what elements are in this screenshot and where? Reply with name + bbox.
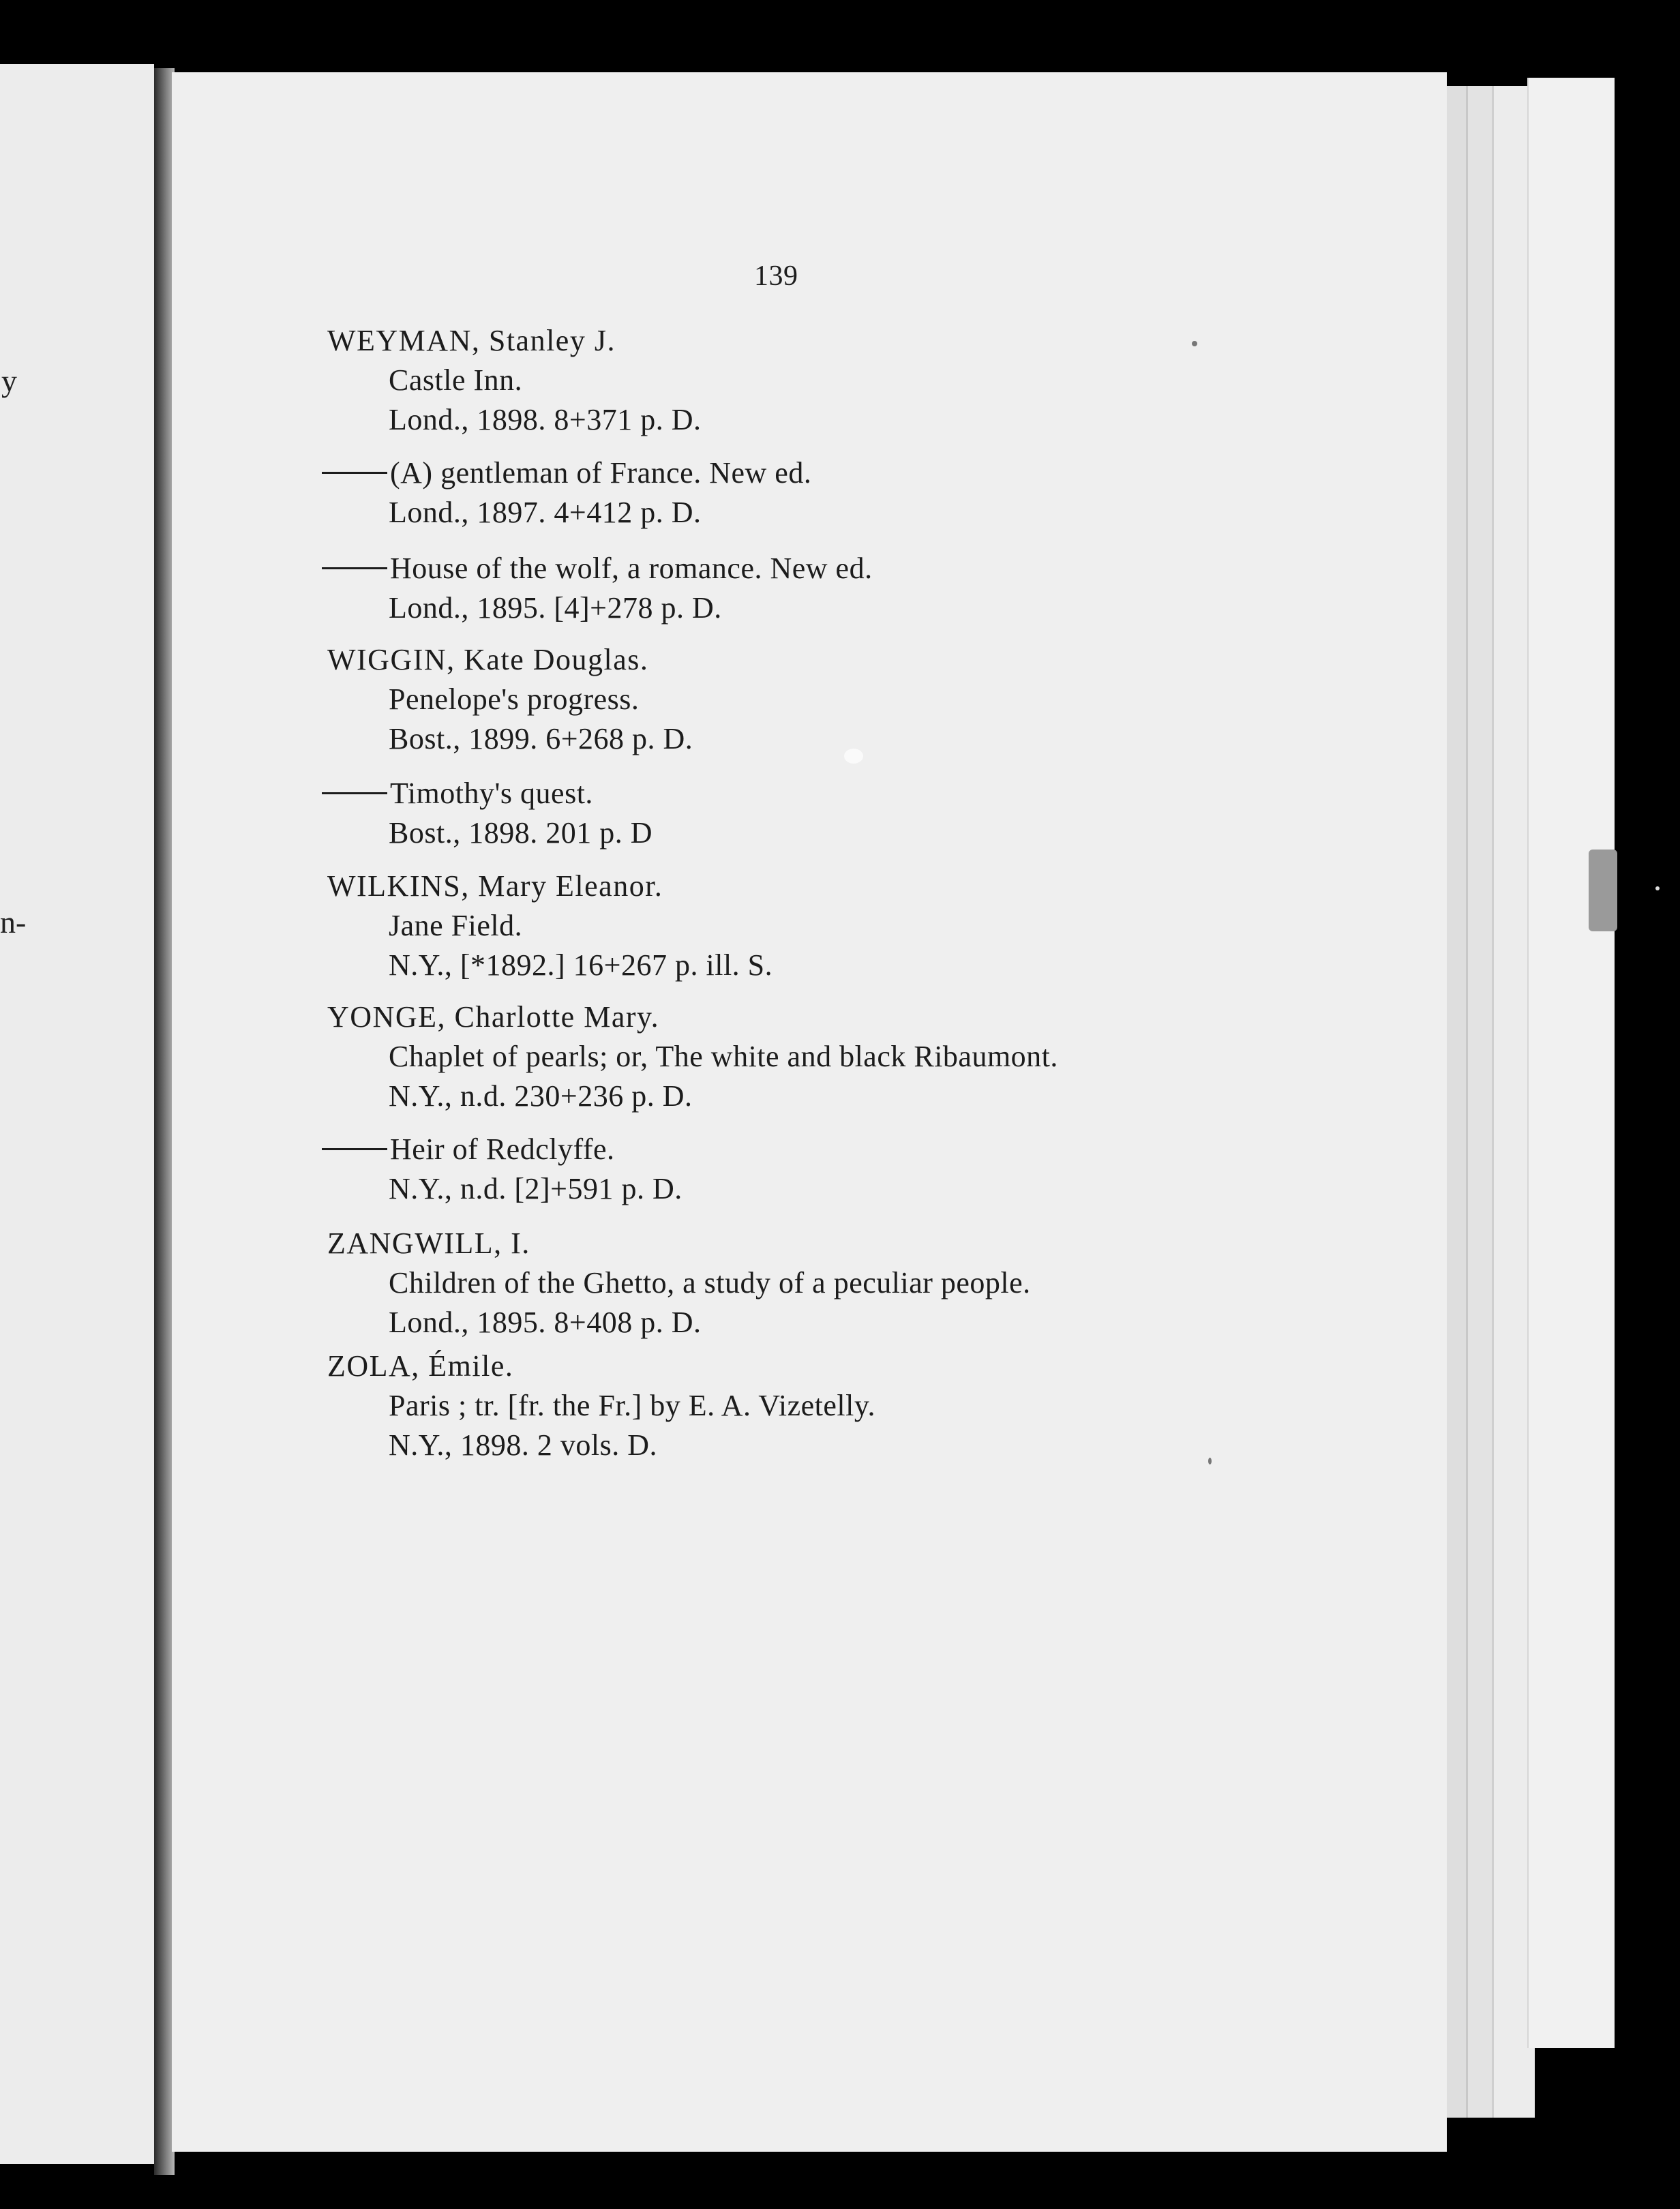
page-edge bbox=[1527, 78, 1615, 2048]
author-heading: WEYMAN, Stanley J. bbox=[327, 324, 616, 357]
work-imprint: N.Y., n.d. [2]+591 p. D. bbox=[389, 1172, 682, 1205]
work-title: Castle Inn. bbox=[389, 363, 523, 397]
work-title: Children of the Ghetto, a study of a peculiar people. bbox=[389, 1266, 1031, 1299]
work-imprint: N.Y., n.d. 230+236 p. D. bbox=[389, 1079, 693, 1113]
work-title-text: House of the wolf, a romance. New ed. bbox=[390, 552, 873, 585]
work-title bbox=[322, 554, 873, 584]
scan-speck bbox=[1655, 886, 1660, 890]
work-imprint: N.Y., 1898. 2 vols. D. bbox=[389, 1428, 658, 1462]
work-imprint: Bost., 1899. 6+268 p. D. bbox=[389, 722, 693, 755]
repeat-author-dash bbox=[322, 472, 387, 474]
work-imprint: N.Y., [*1892.] 16+267 p. ill. S. bbox=[389, 948, 773, 982]
author-heading: ZOLA, Émile. bbox=[327, 1349, 514, 1383]
author-heading: WIGGIN, Kate Douglas. bbox=[327, 643, 649, 676]
work-title-text: Timothy's quest. bbox=[390, 777, 593, 810]
work-title bbox=[322, 1134, 615, 1164]
page-tab-marker bbox=[1589, 850, 1617, 931]
work-title: Jane Field. bbox=[389, 909, 523, 942]
work-imprint: Lond., 1897. 4+412 p. D. bbox=[389, 496, 702, 529]
repeat-author-dash bbox=[322, 567, 387, 569]
repeat-author-dash bbox=[322, 792, 387, 794]
facing-page-fragment: n- bbox=[0, 905, 27, 940]
work-title: Penelope's progress. bbox=[389, 682, 640, 716]
repeat-author-dash bbox=[322, 1148, 387, 1150]
author-heading: ZANGWILL, I. bbox=[327, 1227, 530, 1260]
work-title-text: Heir of Redclyffe. bbox=[390, 1132, 615, 1166]
facing-page bbox=[0, 64, 154, 2164]
book-page bbox=[172, 72, 1447, 2152]
page-number: 139 bbox=[754, 260, 798, 292]
work-title-text: (A) gentleman of France. New ed. bbox=[390, 456, 812, 490]
work-title: Chaplet of pearls; or, The white and black Ribaumont. bbox=[389, 1040, 1058, 1073]
scan-speck bbox=[1192, 341, 1197, 346]
author-heading: WILKINS, Mary Eleanor. bbox=[327, 869, 663, 903]
work-imprint: Lond., 1895. 8+408 p. D. bbox=[389, 1306, 702, 1339]
work-imprint: Bost., 1898. 201 p. D bbox=[389, 816, 652, 850]
work-imprint: Lond., 1898. 8+371 p. D. bbox=[389, 403, 702, 436]
work-title bbox=[322, 458, 811, 488]
author-heading: YONGE, Charlotte Mary. bbox=[327, 1000, 660, 1034]
work-title: Paris ; tr. [fr. the Fr.] by E. A. Vizetelly. bbox=[389, 1389, 875, 1422]
work-title bbox=[322, 779, 593, 809]
work-imprint: Lond., 1895. [4]+278 p. D. bbox=[389, 591, 722, 625]
scan-speck bbox=[1208, 1458, 1212, 1464]
facing-page-fragment: y bbox=[1, 363, 17, 398]
scan-speck bbox=[844, 749, 863, 764]
